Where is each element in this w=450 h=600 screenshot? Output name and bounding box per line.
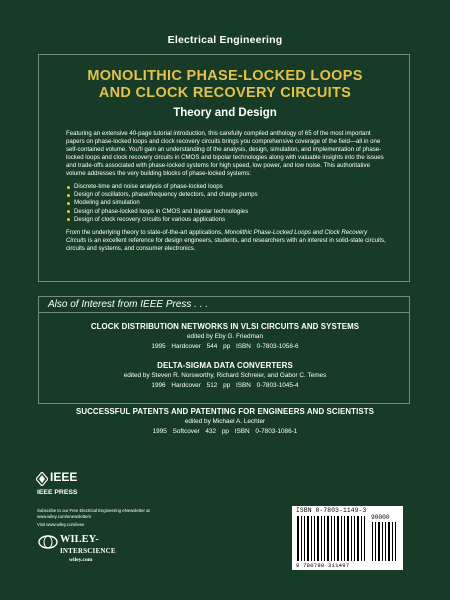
related-book-details	[0, 382, 450, 389]
related-book-pages: 544 pp	[206, 343, 231, 350]
feature-item: Discrete-time and noise analysis of phase-locked loops	[66, 183, 388, 191]
ieee-wordmark: IEEE	[50, 470, 78, 484]
barcode-stripe	[341, 516, 342, 561]
related-book-editor: edited by Michael A. Lechter	[184, 418, 266, 425]
feature-item: Design of oscillators, phase/frequency detectors, and charge pumps	[66, 191, 388, 199]
barcode-isbn-text: ISBN 0-7803-1149-3	[296, 507, 367, 514]
newsletter-url: www.wiley.com/enewsletters	[37, 514, 92, 519]
related-book	[0, 361, 450, 389]
barcode-stripe	[311, 516, 312, 561]
also-of-interest-heading: Also of Interest from IEEE Press . . .	[38, 296, 410, 313]
related-book-isbn: ISBN 0-7803-1045-4	[235, 382, 299, 389]
title-line-2: AND CLOCK RECOVERY CIRCUITS	[98, 85, 352, 101]
description	[66, 130, 388, 253]
isbn-barcode	[292, 506, 403, 570]
title-line-1: MONOLITHIC PHASE-LOCKED LOOPS	[87, 68, 363, 84]
barcode-stripe	[344, 516, 345, 561]
barcode-stripe	[388, 522, 390, 561]
related-book-title: CLOCK DISTRIBUTION NETWORKS IN VLSI CIRCUITS AND SYSTEMS	[90, 322, 360, 331]
related-book	[0, 322, 450, 350]
related-book-title: SUCCESSFUL PATENTS AND PATENTING FOR ENGINEERS AND SCIENTISTS	[75, 407, 375, 416]
barcode-digits: 9 780780 311497	[296, 562, 350, 569]
ean-barcode-graphic	[296, 516, 368, 561]
barcode-stripe	[395, 522, 396, 561]
visit-url: Visit www.wiley.com/ieee	[37, 522, 85, 527]
barcode-stripe	[324, 516, 325, 561]
wiley-url: wiley.com	[69, 557, 93, 563]
barcode-stripe	[321, 516, 322, 561]
ieee-press-label: IEEE PRESS	[37, 489, 78, 496]
related-book-isbn: ISBN 0-7803-1058-6	[235, 343, 299, 350]
barcode-stripe	[382, 522, 383, 561]
related-book-binding: Softcover	[172, 428, 200, 435]
book-subtitle: Theory and Design	[173, 107, 277, 119]
barcode-stripe	[327, 516, 329, 561]
price-barcode-graphic	[371, 522, 399, 561]
barcode-stripe	[314, 516, 315, 561]
related-book-binding: Hardcover	[171, 382, 201, 389]
related-book-editor: edited by Steven R. Norsworthy, Richard Schreier, and Gabor C. Temes	[123, 372, 327, 379]
related-book-binding: Hardcover	[171, 343, 201, 350]
barcode-stripe	[337, 516, 339, 561]
related-book-details	[0, 343, 450, 350]
barcode-stripe	[297, 516, 299, 561]
barcode-stripe	[372, 522, 373, 561]
category-label: Electrical Engineering	[167, 34, 283, 46]
wiley-logo-icon	[38, 535, 58, 549]
barcode-stripe	[331, 516, 332, 561]
feature-item: Design of phase-locked loops in CMOS and bipolar technologies	[66, 208, 388, 216]
barcode-stripe	[361, 516, 362, 561]
barcode-price-code: 90000	[371, 514, 390, 521]
related-book	[0, 407, 450, 435]
barcode-stripe	[347, 516, 349, 561]
barcode-stripe	[304, 516, 305, 561]
barcode-stripe	[351, 516, 352, 561]
book-title	[0, 68, 450, 102]
feature-item: Design of clock recovery circuits for various applications	[66, 216, 388, 224]
related-book-year: 1995	[151, 343, 166, 350]
closing-paragraph	[66, 229, 388, 253]
related-book-editor: edited by Eby G. Friedman	[186, 333, 263, 340]
feature-list	[66, 183, 388, 224]
closing-text-end: is an excellent reference for design engineers, students, and researchers with an interest in solid-state circuits, circuits and systems, and consumer electronics.	[66, 237, 386, 253]
barcode-stripe	[354, 516, 355, 561]
barcode-stripe	[378, 522, 380, 561]
related-book-isbn: ISBN 0-7803-1086-1	[234, 428, 298, 435]
barcode-stripe	[385, 522, 386, 561]
barcode-stripe	[392, 522, 393, 561]
ieee-diamond-icon	[36, 472, 48, 486]
barcode-stripe	[307, 516, 309, 561]
related-book-pages: 432 pp	[205, 428, 229, 435]
interscience-wordmark: INTERSCIENCE	[60, 547, 116, 555]
related-book-year: 1995	[152, 428, 167, 435]
newsletter-line-1: Subscribe to our Free Electrical Engineering eNewsletter at	[37, 508, 150, 513]
newsletter-notice	[37, 508, 217, 528]
intro-paragraph: Featuring an extensive 40-page tutorial introduction, this carefully compiled anthology of 65 of the most important papers on phase-locked loops and clock recovery circuits brings you comprehensive coverage of the field—all in one self-contained volume. You'll gain an understanding of the analysis, design, simulation, and implementation of phase-locked loops and clock recovery circuits in CMOS and bipolar technologies along with valuable insights into the issues and trade-offs associated with phase-locked systems for high speed, low power, and low noise. This authoritative volume addresses the very building blocks of phase-locked systems:	[66, 130, 384, 177]
barcode-stripe	[317, 516, 319, 561]
barcode-stripe	[357, 516, 359, 561]
closing-book-title: Monolithic Phase-Locked Loops and Clock Recovery Circuits	[66, 229, 368, 245]
related-book-title: DELTA-SIGMA DATA CONVERTERS	[157, 361, 293, 370]
wiley-wordmark: WILEY-	[60, 534, 99, 545]
barcode-stripe	[301, 516, 302, 561]
related-book-pages: 512 pp	[206, 382, 231, 389]
barcode-stripe	[334, 516, 335, 561]
closing-text-start: From the underlying theory to state-of-the-art applications,	[66, 229, 225, 237]
related-book-year: 1996	[151, 382, 166, 389]
barcode-stripe	[375, 522, 376, 561]
barcode-stripe	[364, 516, 365, 561]
related-book-details	[0, 428, 450, 435]
feature-item: Modeling and simulation	[66, 199, 388, 207]
